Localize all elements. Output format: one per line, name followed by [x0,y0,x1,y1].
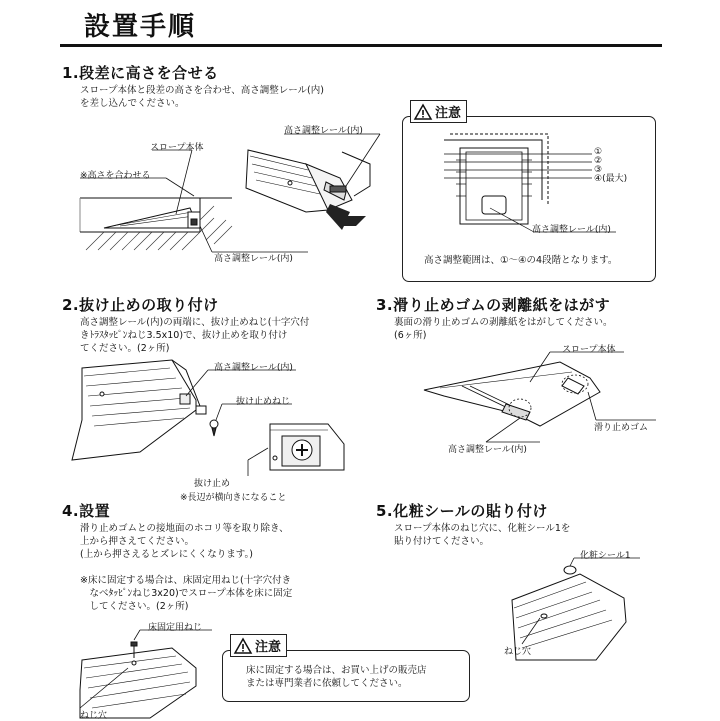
step5-label-seal: 化粧シール1 [580,551,631,561]
step5-text [394,522,570,548]
step5-label-screw-hole: ねじ穴 [504,647,532,657]
step4-note-line-3: してください。(2ヶ所) [80,601,189,612]
step4-note-line-2: なべﾀｯﾋﾟﾝねじ3x20)でスロープ本体を床に固定 [80,588,293,599]
caution2-text-line-1: 床に固定する場合は、お買い上げの販売店 [246,665,427,676]
caution2-text [246,664,427,690]
step1-text-line-2: を差し込んでください。 [80,98,185,109]
step1-label-rail-bottom: 高さ調整レール(内) [214,254,293,264]
caution1-note: 高さ調整範囲は、①～④の4段階となります。 [424,255,618,266]
step2-label-screw: 抜け止めねじ [236,397,291,407]
step4-label-floor-screw: 床固定用ねじ [148,623,203,633]
step5-text-line-1: スロープ本体のねじ穴に、化粧シール1を [394,523,571,534]
step5-text-line-2: 貼り付けてください。 [394,536,490,547]
level-1: ① [594,147,603,157]
step1-label-slope-body: スロープ本体 [150,143,204,153]
step4-text-line-1: 滑り止めゴムとの接地面のホコリ等を取り除き、 [80,523,289,534]
step3-label-slope-body: スロープ本体 [562,345,616,355]
warning-icon [234,638,252,654]
step4-text [80,522,289,561]
step2-heading: 2.抜け止めの取り付け [62,296,219,314]
step3-label-rail: 高さ調整レール(内) [448,445,527,455]
step1-text-line-1: スロープ本体と段差の高さを合わせ、高さ調整レール(内) [80,85,324,96]
step4-note [80,574,292,613]
step2-label-stopper: 抜け止め [194,479,231,489]
step2-label-note: ※長辺が横向きになること [180,493,287,503]
step5-heading: 5.化粧シールの貼り付け [376,502,548,520]
step4-heading: 4.設置 [62,502,111,520]
step2-text-line-2: きﾄﾗｽﾀｯﾋﾟﾝねじ3.5x10)で、抜け止めを取り付け [80,330,288,341]
caution1-label-rail: 高さ調整レール(内) [532,225,611,235]
step2-text-line-3: てください。(2ヶ所) [80,343,170,354]
level-4: ④(最大) [594,174,628,184]
page-title: 設置手順 [84,12,197,42]
caution2-text-line-2: または専門業者に依頼してください。 [246,678,408,689]
step4-note-line-1: ※床に固定する場合は、床固定用ねじ(十字穴付き [80,575,292,586]
caution1-levels [594,148,627,184]
step3-label-rubber: 滑り止めゴム [594,423,649,433]
step2-label-rail: 高さ調整レール(内) [214,363,293,373]
step2-text [80,316,309,355]
step1-heading: 1.段差に高さを合せる [62,64,219,82]
step4-label-screw-hole: ねじ穴 [80,711,108,721]
step3-text-line-2: (6ヶ所) [394,330,427,341]
level-3: ③ [594,165,603,175]
step3-text-line-1: 裏面の滑り止めゴムの剥離紙をはがしてください。 [394,317,613,328]
step3-text [394,316,613,342]
caution2-tag [230,634,287,657]
level-2: ② [594,156,603,166]
step2-text-line-1: 高さ調整レール(内)の両端に、抜け止めねじ(十字穴付 [80,317,310,328]
step1-label-rail-top: 高さ調整レール(内) [284,126,363,136]
caution2-tag-text: 注意 [255,640,282,655]
step4-text-line-2: 上から押さえてください。 [80,536,195,547]
step3-heading: 3.滑り止めゴムの剥離紙をはがす [376,296,611,314]
step1-label-match-height: ※高さを合わせる [80,171,151,181]
caution1-tag-text: 注意 [435,106,462,121]
step4-text-line-3: (上から押さえるとズレにくくなります。) [80,549,253,560]
